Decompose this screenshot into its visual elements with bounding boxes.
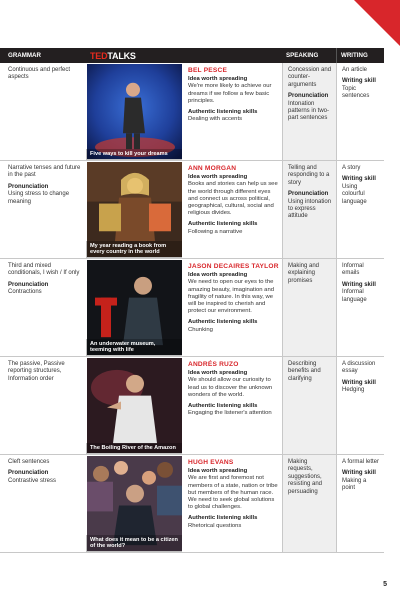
writing-skill: Informal language	[342, 289, 367, 303]
idea-text: We should allow our curiosity to lead us to discover the unknown wonders of the world.	[188, 377, 273, 398]
talk-info-cell	[182, 259, 282, 356]
idea-label: Idea worth spreading	[188, 370, 248, 377]
writing-skill-label: Writing skill	[342, 78, 376, 85]
speaking-cell	[282, 161, 336, 258]
talk-info-cell	[182, 161, 282, 258]
photo-caption: Five ways to kill your dreams	[86, 149, 182, 160]
table-row	[0, 455, 384, 553]
writing-topic: An article	[342, 67, 368, 73]
listening-label: Authentic listening skills	[188, 319, 258, 326]
grammar-pronunciation: Contractions	[8, 289, 42, 296]
speaking-cell	[282, 259, 336, 356]
writing-cell	[336, 161, 384, 258]
talk-photo-cell	[86, 259, 182, 356]
speaking-cell	[282, 455, 336, 552]
speaking-pronunciation-label: Pronunciation	[288, 93, 329, 100]
header-writing: WRITING	[336, 48, 384, 63]
writing-cell	[336, 63, 384, 160]
header-grammar: GRAMMAR	[8, 52, 41, 59]
writing-topic: A story	[342, 165, 361, 171]
listening-text: Rhetorical questions	[188, 522, 242, 529]
logo-talks: TALKS	[107, 50, 136, 61]
grammar-topic: Narrative tenses and future in the past	[8, 165, 81, 179]
idea-label: Idea worth spreading	[188, 76, 248, 83]
listening-text: Chunking	[188, 326, 213, 333]
writing-skill-label: Writing skill	[342, 176, 376, 183]
speaking-topic: Making requests, suggestions, resisting and persuading	[288, 459, 323, 495]
talk-info-cell	[182, 357, 282, 454]
writing-cell	[336, 455, 384, 552]
speaker-name: JASON DECAIRES TAYLOR	[188, 263, 279, 270]
grammar-topic: Third and mixed conditionals, I wish / If only	[8, 263, 80, 277]
speaker-name: BEL PESCE	[188, 67, 228, 74]
speaking-topic: Telling and responding to a story	[288, 165, 330, 186]
writing-skill: Making a point	[342, 477, 367, 492]
photo-caption: An underwater museum, teeming with life	[86, 339, 182, 356]
ted-talks-logo	[86, 48, 282, 63]
talk-photo-cell	[86, 161, 182, 258]
idea-label: Idea worth spreading	[188, 174, 248, 181]
talk-photo-cell	[86, 455, 182, 552]
contents-table	[0, 48, 384, 553]
writing-skill-label: Writing skill	[342, 281, 376, 288]
table-row	[0, 63, 384, 161]
speaker-name: ANN MORGAN	[188, 165, 237, 172]
grammar-topic: Continuous and perfect aspects	[8, 67, 71, 81]
writing-cell	[336, 259, 384, 356]
speaking-topic: Concession and counter-arguments	[288, 67, 332, 88]
photo-caption: My year reading a book from every country in the world	[86, 241, 182, 258]
idea-label: Idea worth spreading	[188, 468, 248, 475]
writing-topic: A discussion essay	[342, 361, 376, 375]
grammar-topic: Cleft sentences	[8, 459, 50, 465]
grammar-cell	[0, 161, 86, 258]
listening-text: Engaging the listener's attention	[188, 410, 272, 417]
speaking-pronunciation: Using intonation to express attitude	[288, 198, 332, 220]
logo-ted: TED	[90, 50, 108, 61]
talk-photo	[87, 358, 182, 453]
writing-skill: Hedging	[342, 387, 365, 394]
talk-photo-cell	[86, 63, 182, 160]
grammar-pronunciation-label: Pronunciation	[8, 183, 49, 190]
talk-info-cell	[182, 455, 282, 552]
grammar-cell	[0, 357, 86, 454]
photo-caption: The Boiling River of the Amazon	[86, 443, 182, 454]
grammar-pronunciation-label: Pronunciation	[8, 281, 49, 288]
speaker-name: HUGH EVANS	[188, 459, 234, 466]
speaking-topic: Describing benefits and clarifying	[288, 361, 321, 382]
idea-text: We're more likely to achieve our dreams if we follow a few basic principles.	[188, 83, 272, 104]
writing-skill: Topic sentences	[342, 85, 370, 100]
idea-text: We need to open our eyes to the amazing beauty, imagination and fragility of nature. In this way, we will be inspired to cherish and protect our environment.	[188, 279, 275, 315]
grammar-cell	[0, 63, 86, 160]
corner-tab	[354, 0, 400, 46]
page-number: 5	[383, 581, 387, 588]
grammar-pronunciation-label: Pronunciation	[8, 470, 49, 477]
writing-skill: Using colourful language	[342, 183, 367, 205]
writing-skill-label: Writing skill	[342, 470, 376, 477]
table-row	[0, 161, 384, 259]
grammar-cell	[0, 259, 86, 356]
grammar-cell	[0, 455, 86, 552]
listening-label: Authentic listening skills	[188, 403, 258, 410]
speaking-topic: Making and explaining promises	[288, 263, 320, 284]
table-header	[0, 48, 384, 63]
idea-label: Idea worth spreading	[188, 272, 248, 279]
speaking-pronunciation-label: Pronunciation	[288, 191, 329, 198]
speaking-pronunciation: Intonation patterns in two-part sentences	[288, 100, 330, 122]
talk-photo-cell	[86, 357, 182, 454]
grammar-pronunciation: Using stress to change meaning	[8, 191, 70, 205]
speaking-cell	[282, 63, 336, 160]
writing-cell	[336, 357, 384, 454]
talk-info-cell	[182, 63, 282, 160]
photo-caption: What does it mean to be a citizen of the world?	[86, 535, 182, 552]
grammar-pronunciation: Contrastive stress	[8, 477, 57, 484]
writing-topic: Informal emails	[342, 263, 364, 277]
table-row	[0, 357, 384, 455]
speaking-cell	[282, 357, 336, 454]
listening-text: Dealing with accents	[188, 116, 243, 123]
listening-text: Following a narrative	[188, 228, 243, 235]
speaker-name: ANDRÉS RUZO	[188, 361, 239, 368]
table-row	[0, 259, 384, 357]
header-speaking: SPEAKING	[286, 52, 319, 59]
listening-label: Authentic listening skills	[188, 515, 258, 522]
grammar-topic: The passive, Passive reporting structures, Information order	[8, 361, 65, 382]
idea-text: Books and stories can help us see the world through different eyes and connect us across political, geographical, cultural, social and religious divides.	[188, 181, 278, 217]
talk-photo	[87, 64, 182, 159]
writing-topic: A formal letter	[342, 459, 380, 465]
listening-label: Authentic listening skills	[188, 109, 258, 116]
listening-label: Authentic listening skills	[188, 221, 258, 228]
idea-text: We are first and foremost not members of a state, nation or tribe but members of the human race. We need to seek global solutions to global challenges.	[188, 475, 278, 511]
writing-skill-label: Writing skill	[342, 379, 376, 386]
